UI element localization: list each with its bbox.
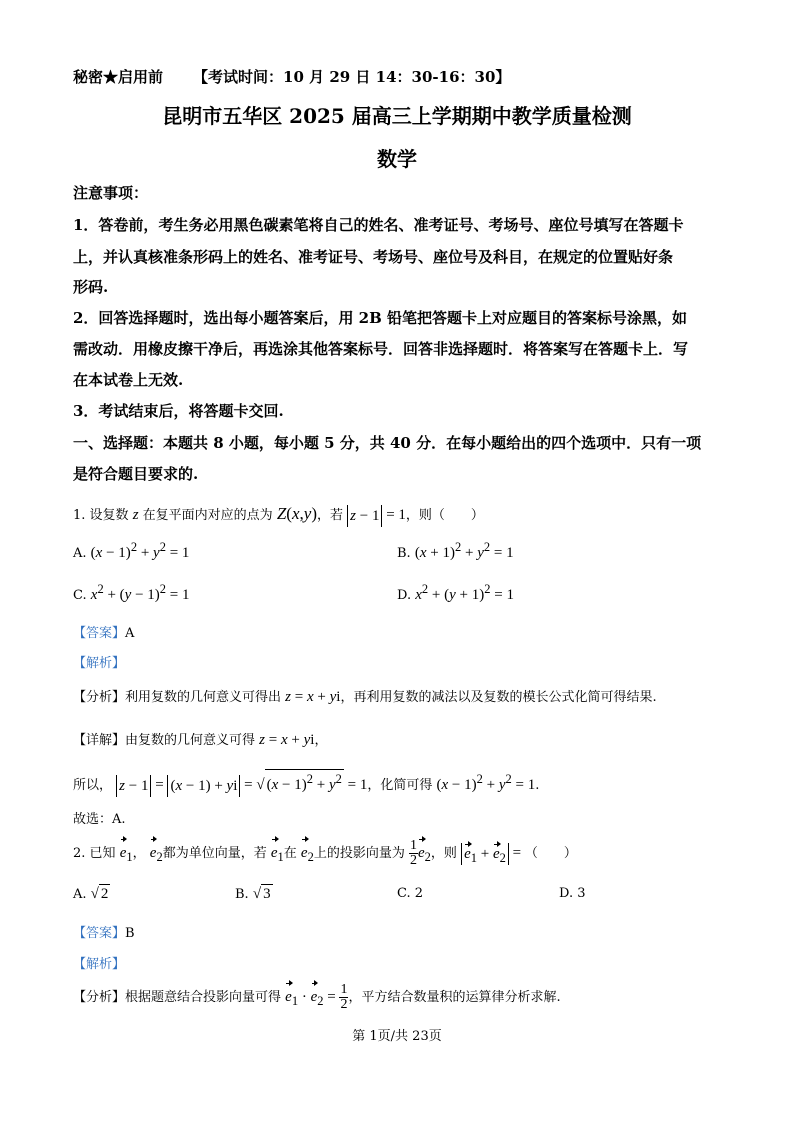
q1-guxuan: 故选：A.	[73, 812, 126, 827]
q1-option-a[interactable]: A. $(x - 1)^2 + y^2 = 1$	[73, 540, 190, 561]
q1-answer: 【答案】A	[73, 626, 135, 641]
note-2-line2: 需改动．用橡皮擦干净后，再选涂其他答案标号．回答非选择题时．将答案写在答题卡上．写	[73, 340, 689, 358]
q1-derivation: 所以， z − 1 = (x − 1) + yi = √ $(x - 1)^2 + y^2 = 1$，化简可得 $(x - 1)^2 + y^2 = 1$.	[73, 766, 539, 799]
subject-title: 数学	[377, 147, 417, 171]
note-1-line1: 1．答卷前，考生务必用黑色碳素笔将自己的姓名、准考证号、考场号、座位号填写在答题卡	[73, 216, 684, 234]
section1-line1: 一、选择题：本题共 8 小题，每小题 5 分，共 40 分．在每小题给出的四个选项中．只有一项	[73, 434, 702, 452]
question-2-stem: 2. 已知 $e_1$， $e_2$都为单位向量，若 $e_1$在 $e_2$上的投影向量为 $\frac{1}{2}$ $e_2$，则 $e_1 + e_2$ = （ ）	[73, 838, 577, 868]
secret-label: 秘密★启用前 【考试时间：10 月 29 日 14：30-16：30】	[73, 68, 511, 86]
note-2-line1: 2．回答选择题时，选出每小题答案后，用 2B 铅笔把答题卡上对应题目的答案标号涂黑，如	[73, 309, 688, 327]
page-footer: 第 1页/共 23页	[352, 1029, 442, 1044]
q2-option-b[interactable]: B. √ 3	[235, 886, 271, 902]
q1-option-d[interactable]: D. $x^2 + (y + 1)^2 = 1$	[397, 582, 514, 603]
q2-answer: 【答案】B	[73, 926, 135, 941]
q1-analysis-tag: 【解析】	[73, 656, 126, 671]
note-3: 3．考试结束后，将答题卡交回.	[73, 402, 284, 420]
q2-option-c[interactable]: C. 2	[397, 886, 424, 901]
q1-fenxi: 【分析】利用复数的几何意义可得出 z = x + yi，再利用复数的减法以及复数的模长公式化简可得结果.	[73, 689, 657, 705]
q2-analysis-tag: 【解析】	[73, 957, 126, 972]
question-1-stem: 1. 设复数 z 在复平面内对应的点为 Z(x,y)，若 z − 1 = 1，则（ ）	[73, 500, 484, 530]
page-title: 昆明市五华区 2025 届高三上学期期中教学质量检测	[162, 104, 632, 128]
note-1-line2: 上，并认真核准条形码上的姓名、准考证号、考场号、座位号及科目，在规定的位置贴好条	[73, 248, 674, 266]
q2-option-d[interactable]: D. 3	[559, 886, 586, 901]
q1-xiangjie: 【详解】由复数的几何意义可得 z = x + yi，	[73, 732, 328, 748]
notes-heading: 注意事项：	[73, 184, 149, 202]
q1-option-c[interactable]: C. $x^2 + (y - 1)^2 = 1$	[73, 582, 190, 603]
q2-fenxi: 【分析】根据题意结合投影向量可得 $e_1 \cdot e_2$ = $\frac{1}{2}$ ，平方结合数量积的运算律分析求解.	[73, 982, 561, 1012]
q1-option-b[interactable]: B. $(x + 1)^2 + y^2 = 1$	[397, 540, 514, 561]
exam-time: 【考试时间：10 月 29 日 14：30-16：30】	[193, 68, 511, 86]
q2-option-a[interactable]: A. √ 2	[73, 886, 109, 902]
note-2-line3: 在本试卷上无效.	[73, 371, 184, 389]
answer-tag: 【答案】	[73, 926, 126, 941]
note-1-line3: 形码.	[73, 278, 109, 296]
answer-tag: 【答案】	[73, 626, 126, 641]
section1-line2: 是符合题目要求的.	[73, 465, 199, 483]
